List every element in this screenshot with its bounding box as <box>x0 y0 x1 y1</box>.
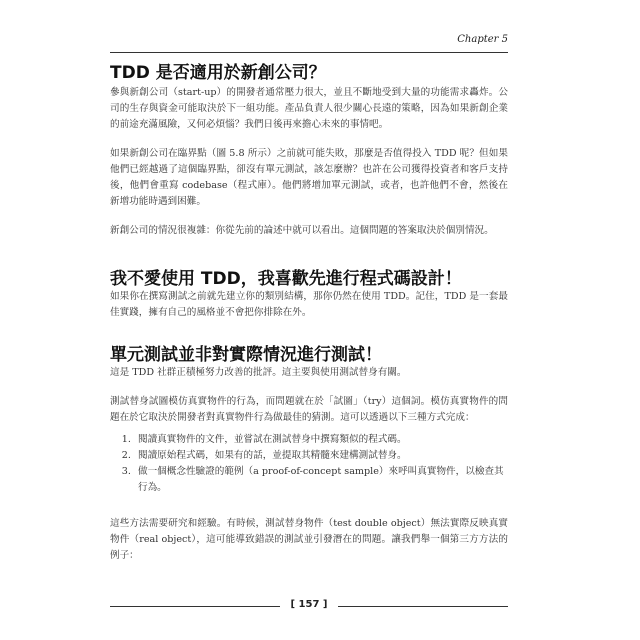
list-item: 3. 做一個概念性驗證的範例（a proof-of-concept sample）來呼叫真實物件，以檢查其行為。 <box>134 464 508 496</box>
paragraph: 這些方法需要研究和經驗。有時候，測試替身物件（test double object）無法實際反映真實物件（real object），這可能導致錯誤的測試並引發潛在的問題。讓我們舉一個第三方方法的例子： <box>110 518 508 561</box>
paragraph: 新創公司的情況很複雜：你從先前的論述中就可以看出。這個問題的答案取決於個別情況。 <box>110 225 494 236</box>
section-title-design-first: 我不愛使用 TDD，我喜歡先進行程式碼設計！ <box>110 269 462 289</box>
section-title-tdd-startups: TDD 是否適用於新創公司？ <box>110 63 326 83</box>
paragraph: 這是 TDD 社群正積極努力改善的批評。這主要與使用測試替身有關。 <box>110 367 407 378</box>
footer-rule-left <box>110 606 280 607</box>
page-number: [ 157 ] <box>290 599 328 610</box>
list-item: 1. 閱讀真實物件的文件，並嘗試在測試替身中撰寫類似的程式碼。 <box>134 432 508 448</box>
page-content <box>110 63 508 564</box>
page-header <box>110 30 508 53</box>
paragraph: 如果你在撰寫測試之前就先建立你的類別結構，那你仍然在使用 TDD。記住，TDD 是一套最佳實踐，擁有自己的風格並不會把你排除在外。 <box>110 291 508 318</box>
paragraph: 測試替身試圖模仿真實物件的行為，而問題就在於「試圖」（try）這個詞。模仿真實物件的問題在於它取決於開發者對真實物件行為做最佳的猜測。這可以透過以下三種方式完成： <box>110 396 508 423</box>
chapter-label: Chapter 5 <box>457 34 508 45</box>
list-item: 2. 閱讀原始程式碼，如果有的話，並提取其精髓來建構測試替身。 <box>134 448 508 464</box>
section-title-not-real-testing: 單元測試並非對實際情況進行測試！ <box>110 345 382 365</box>
page-footer <box>110 599 508 613</box>
numbered-list <box>110 432 508 496</box>
footer-rule-right <box>338 606 508 607</box>
paragraph: 參與新創公司（start-up）的開發者通常壓力很大，並且不斷地受到大量的功能需求轟炸。公司的生存與資金可能取決於下一組功能。產品負責人很少關心長遠的策略，因為如果新創企業的前途充滿風險，又何必煩惱？我們日後再來擔心未來的事情吧。 <box>110 87 508 130</box>
paragraph: 如果新創公司在臨界點（圖 5.8 所示）之前就可能失敗，那麼是否值得投入 TDD 呢？但如果他們已經越過了這個臨界點，卻沒有單元測試，該怎麼辦？也許在公司獲得投資者和客戶支持後，他們會重寫 codebase（程式庫）。他們將增加單元測試，或者，也許他們不會，然後在新增功能時遇到困難。 <box>110 148 508 207</box>
